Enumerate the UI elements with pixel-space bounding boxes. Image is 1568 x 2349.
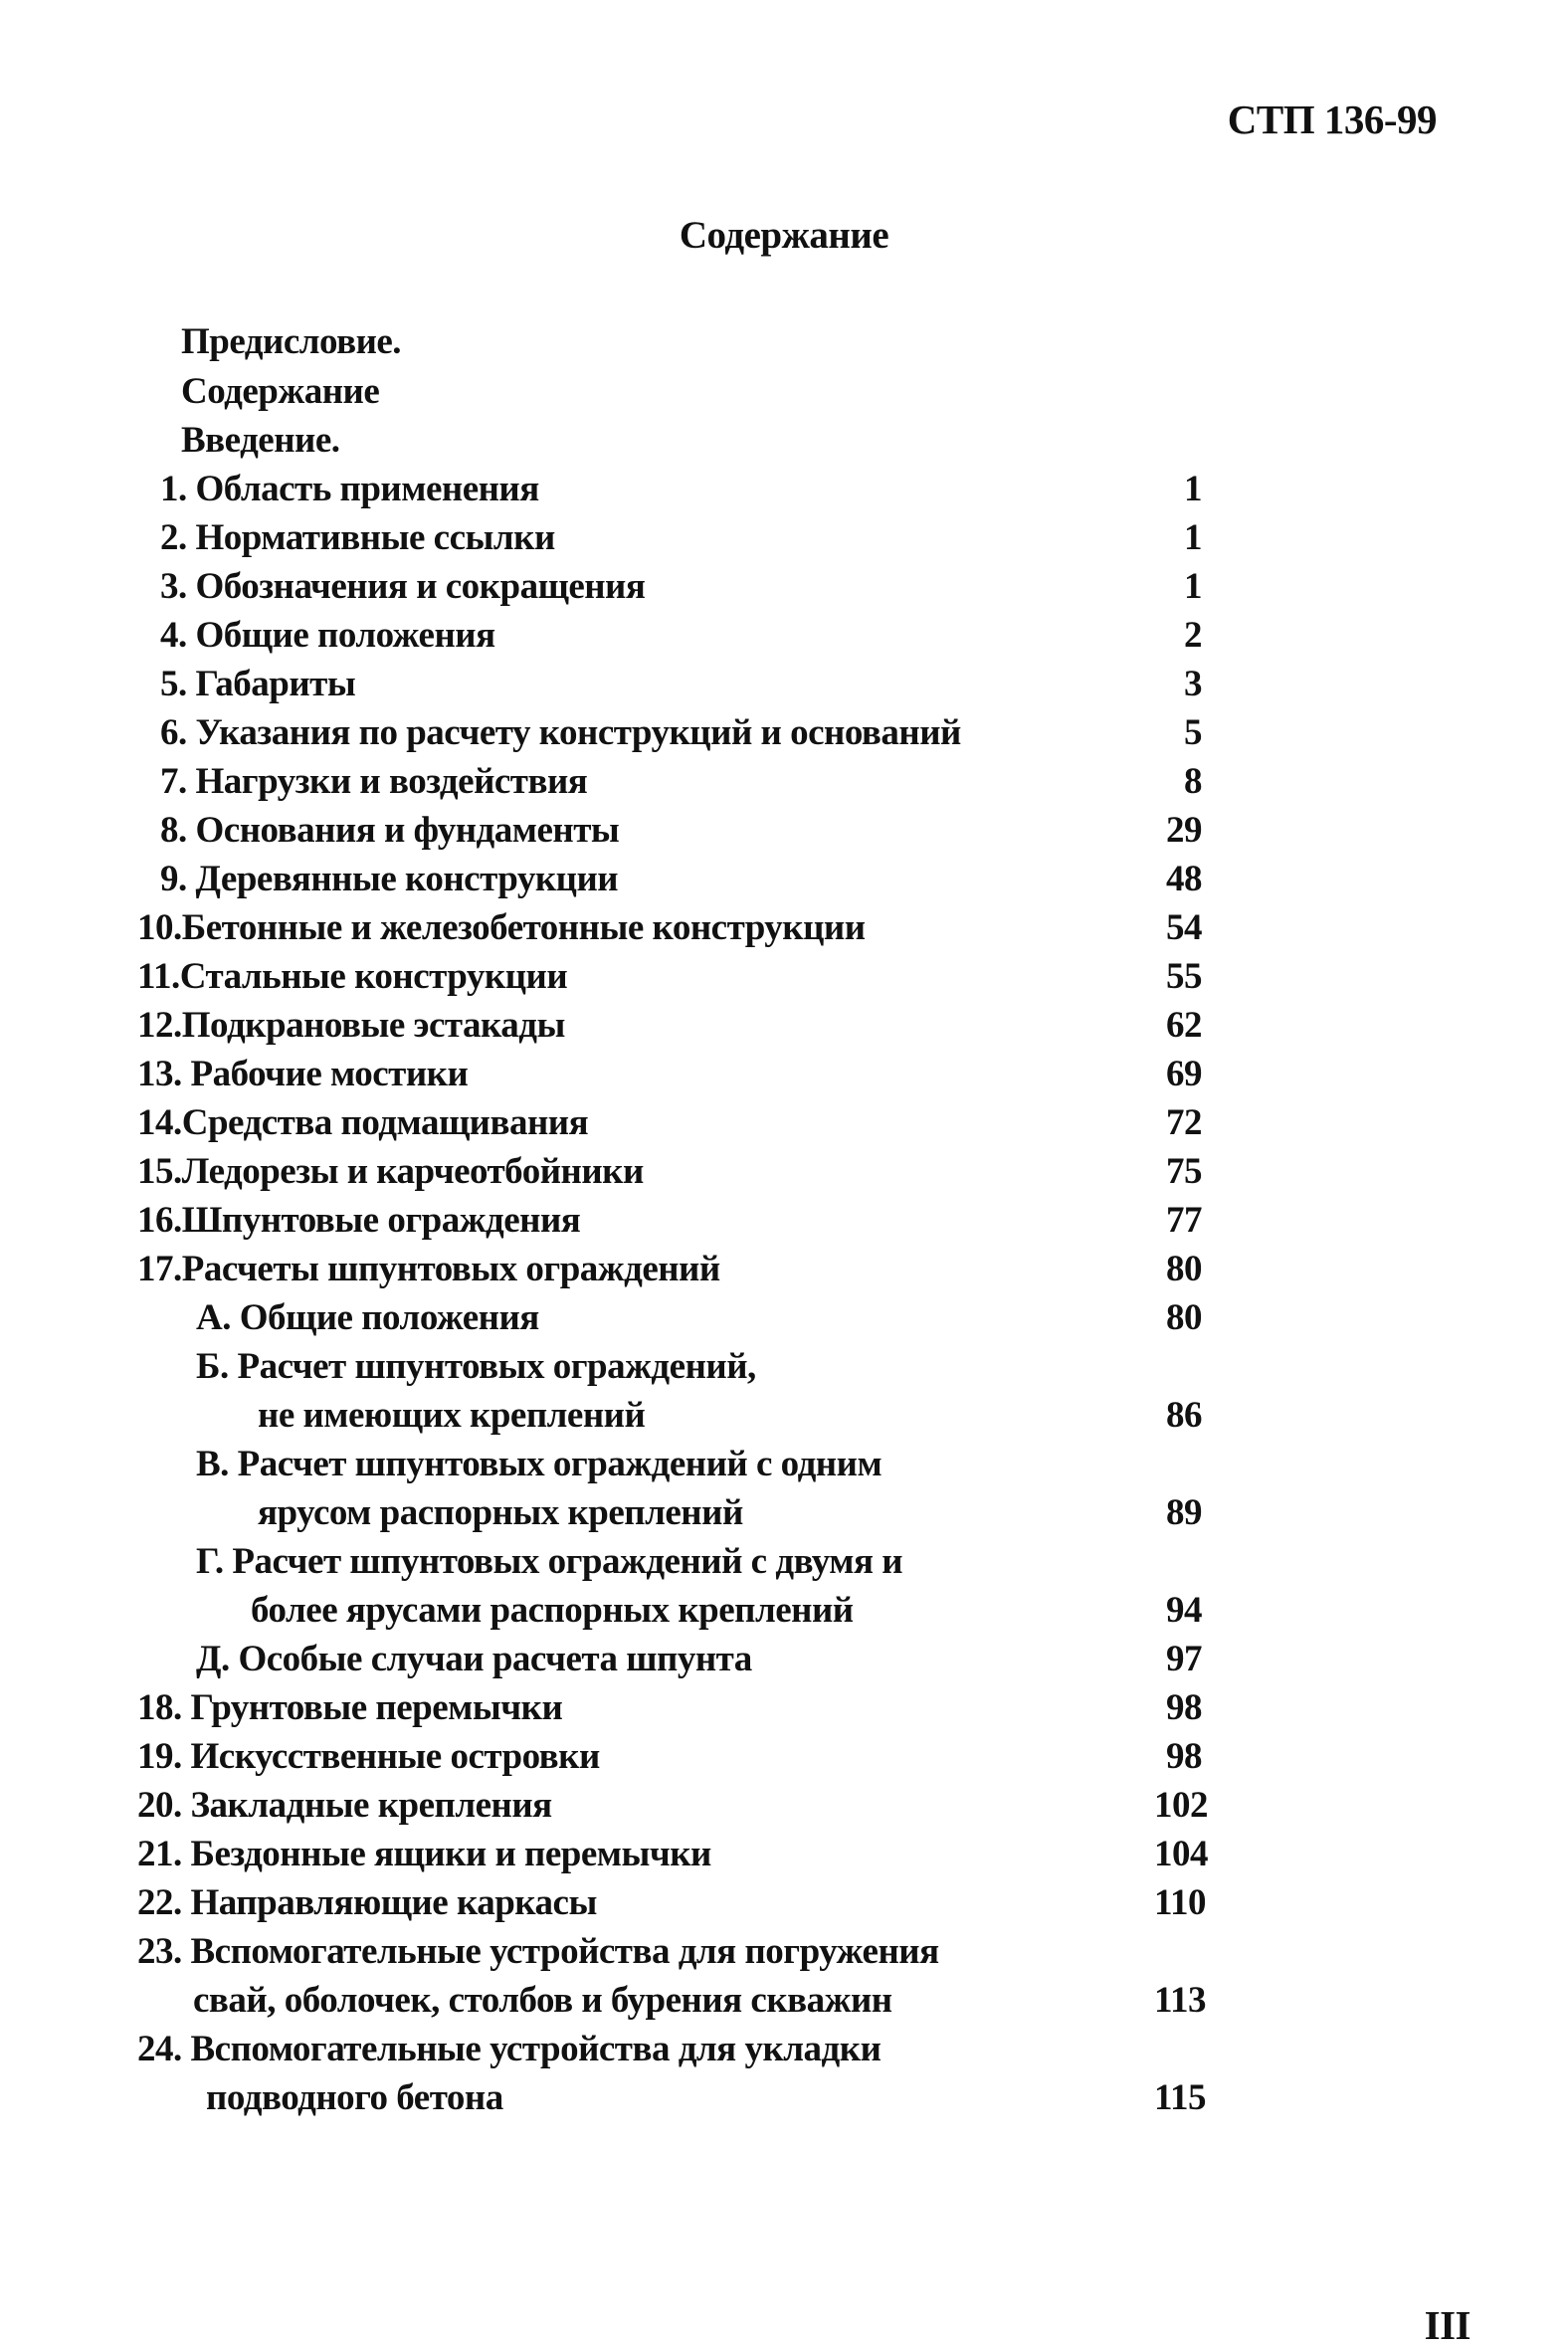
toc-entry-page: 97 xyxy=(1166,1639,1202,1679)
toc-entry-page xyxy=(1154,1927,1202,1976)
toc-entry-text: 20. Закладные крепления xyxy=(137,1785,552,1826)
toc-entry-text: 7. Нагрузки и воздействия xyxy=(160,761,588,802)
toc-entry-page: 113 xyxy=(1154,1980,1206,2021)
toc-entry-text: 8. Основания и фундаменты xyxy=(160,810,620,851)
toc-entry-text: 10.Бетонные и железобетонные конструкции xyxy=(137,907,866,948)
toc-entry-page: 86 xyxy=(1166,1395,1202,1436)
toc-entry-page: 77 xyxy=(1166,1200,1202,1241)
toc-entry-text: 21. Бездонные ящики и перемычки xyxy=(137,1834,711,1874)
toc-subentry-continuation: более ярусами распорных креплений xyxy=(251,1590,854,1631)
toc-entry-page: 62 xyxy=(1166,1005,1202,1046)
toc-entry-text: 17.Расчеты шпунтовых ограждений xyxy=(137,1249,720,1289)
toc-entry-page xyxy=(1154,1342,1202,1391)
toc-subentry-text: Г. Расчет шпунтовых ограждений с двумя и xyxy=(196,1541,903,1582)
toc-entry-page: 72 xyxy=(1166,1102,1202,1143)
toc-entry-page: 75 xyxy=(1166,1151,1202,1192)
toc-entry-page: 115 xyxy=(1154,2077,1206,2118)
toc-entry-text: 18. Грунтовые перемычки xyxy=(137,1687,563,1728)
toc-subentry-text: В. Расчет шпунтовых ограждений с одним xyxy=(196,1444,882,1484)
toc-title: Содержание xyxy=(679,214,889,257)
toc-entry-page xyxy=(1154,2025,1202,2073)
toc-entry-continuation: свай, оболочек, столбов и бурения скважин xyxy=(193,1980,892,2021)
toc-entry-text: 19. Искусственные островки xyxy=(137,1736,600,1777)
toc-entry-page: 110 xyxy=(1154,1882,1206,1923)
toc-subentry-text: Б. Расчет шпунтовых ограждений, xyxy=(196,1346,756,1387)
toc-entry-text: 24. Вспомогательные устройства для укладки xyxy=(137,2029,882,2069)
toc-entry-page: 1 xyxy=(1184,517,1202,558)
toc-entry-continuation: подводного бетона xyxy=(206,2077,503,2118)
page-number: III xyxy=(1424,2302,1470,2348)
toc-entry-page: 80 xyxy=(1166,1297,1202,1338)
toc-entry-text: 13. Рабочие мостики xyxy=(137,1054,469,1094)
front-matter-item: Содержание xyxy=(181,371,380,412)
toc-entry-page: 104 xyxy=(1154,1834,1208,1874)
toc-entry-page: 8 xyxy=(1184,761,1202,802)
toc-entry-page: 48 xyxy=(1166,859,1202,899)
toc-subentry-continuation: ярусом распорных креплений xyxy=(258,1492,743,1533)
toc-entry-page: 102 xyxy=(1154,1785,1208,1826)
toc-subentry-text: А. Общие положения xyxy=(196,1297,539,1338)
toc-entry-text: 15.Ледорезы и карчеотбойники xyxy=(137,1151,644,1192)
toc-entry-page: 3 xyxy=(1184,664,1202,704)
toc-entry-page: 69 xyxy=(1166,1054,1202,1094)
toc-entry-text: 1. Область применения xyxy=(160,469,539,509)
front-matter-item: Предисловие. xyxy=(181,321,402,362)
toc-entry-page: 29 xyxy=(1166,810,1202,851)
toc-entry-page: 54 xyxy=(1166,907,1202,948)
toc-entry-page: 80 xyxy=(1166,1249,1202,1289)
toc-entry-text: 6. Указания по расчету конструкций и оснований xyxy=(160,712,961,753)
toc-entry-text: 23. Вспомогательные устройства для погружения xyxy=(137,1931,939,1972)
toc-entry-text: 5. Габариты xyxy=(160,664,356,704)
toc-entry-text: 14.Средства подмащивания xyxy=(137,1102,589,1143)
front-matter-item: Введение. xyxy=(181,420,340,461)
toc-entry-text: 16.Шпунтовые ограждения xyxy=(137,1200,581,1241)
toc-entry-page: 2 xyxy=(1184,615,1202,656)
toc-entry-text: 3. Обозначения и сокращения xyxy=(160,566,646,607)
toc-entry-page: 5 xyxy=(1184,712,1202,753)
document-code: СТП 136-99 xyxy=(1227,97,1437,142)
toc-entry-page: 94 xyxy=(1166,1590,1202,1631)
toc-entry-page xyxy=(1154,1440,1202,1488)
toc-entry-page: 55 xyxy=(1166,956,1202,997)
toc-entry-page: 98 xyxy=(1166,1687,1202,1728)
toc-entry-text: 22. Направляющие каркасы xyxy=(137,1882,597,1923)
toc-entry-page: 1 xyxy=(1184,469,1202,509)
toc-entry-text: 2. Нормативные ссылки xyxy=(160,517,555,558)
toc-entry-text: 12.Подкрановые эстакады xyxy=(137,1005,565,1046)
toc-subentry-continuation: не имеющих креплений xyxy=(258,1395,646,1436)
toc-subentry-text: Д. Особые случаи расчета шпунта xyxy=(196,1639,752,1679)
toc-entry-text: 11.Стальные конструкции xyxy=(137,956,568,997)
toc-entry-page: 1 xyxy=(1184,566,1202,607)
toc-entry-page: 98 xyxy=(1166,1736,1202,1777)
toc-entry-text: 4. Общие положения xyxy=(160,615,495,656)
toc-entry-page xyxy=(1154,1537,1202,1586)
toc-entry-text: 9. Деревянные конструкции xyxy=(160,859,619,899)
toc-entry-page: 89 xyxy=(1166,1492,1202,1533)
